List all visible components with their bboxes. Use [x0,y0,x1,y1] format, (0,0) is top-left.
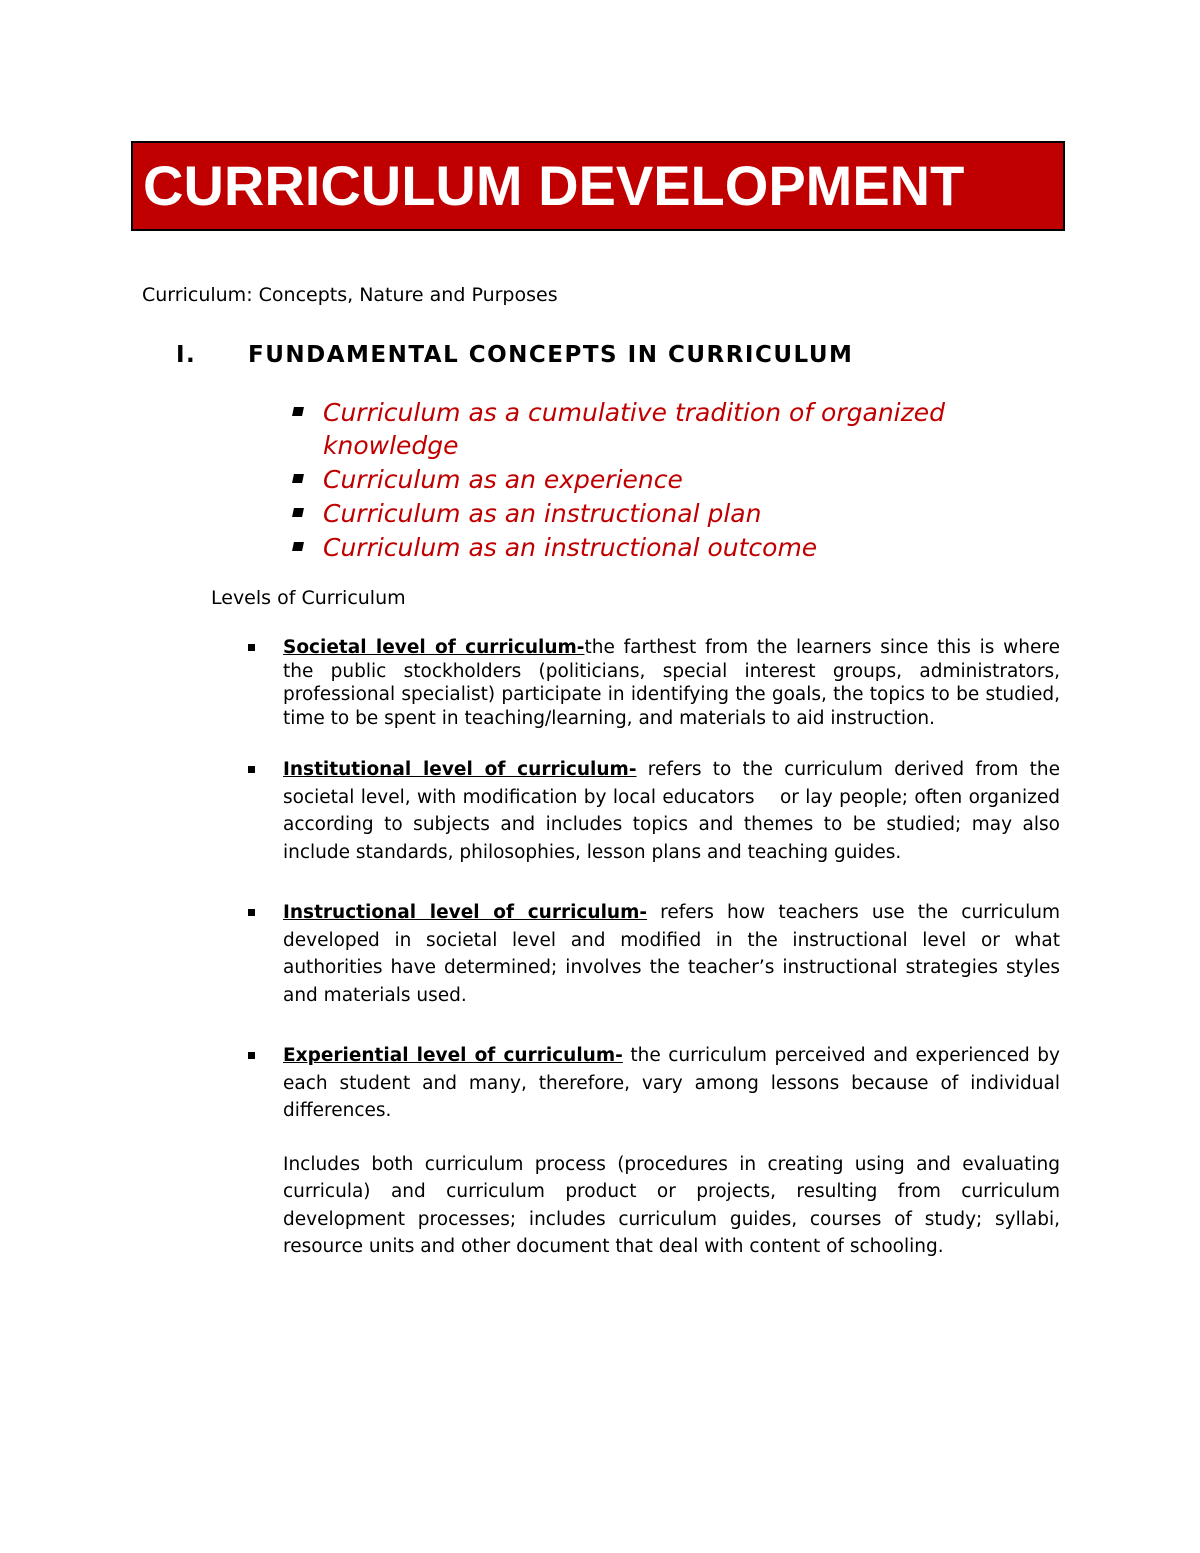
level-title: Societal level of curriculum- [283,637,585,658]
level-title: Institutional level of curriculum- [283,759,637,780]
concept-item [290,396,1030,462]
level-description: the curriculum perceived and experienced by each student and many, therefore, vary among lessons because of individual differences. [283,1045,1060,1121]
concept-text: Curriculum as an experience [323,465,683,494]
bullet-icon [292,542,304,551]
bullet-icon [292,474,304,483]
concept-item [290,497,1030,530]
level-item-societal [245,636,1060,730]
concept-item [290,463,1030,496]
section-numeral: I. [176,342,197,368]
title-banner [131,141,1065,231]
concepts-list [290,396,1030,565]
bullet-icon [248,1052,255,1059]
document-title: CURRICULUM DEVELOPMENT [143,154,965,217]
bullet-icon [248,644,255,651]
level-item-institutional [245,756,1066,866]
section-heading [176,342,853,368]
level-description: the farthest from the learners since this is where the public stockholders (politicians, special interest groups, administrators, professional specialist) participate in identifying the goals, the topics to be studied, time to be spent in teaching/learning, and materials to aid instruction. [283,637,1060,729]
bullet-icon [248,766,255,773]
level-item-instructional [245,899,1060,1009]
bullet-icon [292,407,304,416]
levels-list [245,636,1066,1261]
document-subtitle: Curriculum: Concepts, Nature and Purposes [142,284,558,306]
level-paragraph: Includes both curriculum process (procedures in creating using and evaluating curricula) and curriculum product or projects, resulting from curriculum development processes; includes curriculum guides, courses of study; syllabi, resource units and other document that deal with content of schooling. [283,1153,1060,1257]
level-title: Experiential level of curriculum- [283,1045,623,1066]
concept-text: Curriculum as an instructional outcome [323,533,818,562]
level-title: Instructional level of curriculum- [283,902,648,923]
levels-heading: Levels of Curriculum [211,587,406,609]
level-description: refers to the curriculum derived from the societal level, with modification by local educators or lay people; often organized according to subjects and includes topics and themes to be studied; may also include standards, philosophies, lesson plans and teaching guides. [283,759,1066,863]
level-description: refers how teachers use the curriculum developed in societal level and modified in the instructional level or what authorities have determined; involves the teacher’s instructional strategies styles and materials used. [283,902,1060,1006]
bullet-icon [248,909,255,916]
bullet-icon [292,508,304,517]
concept-text: Curriculum as an instructional plan [323,499,762,528]
section-heading-text: FUNDAMENTAL CONCEPTS IN CURRICULUM [248,342,854,368]
concept-text: Curriculum as a cumulative tradition of organized knowledge [323,398,945,460]
level-item-experiential [245,1042,1060,1261]
concept-item [290,531,1030,564]
